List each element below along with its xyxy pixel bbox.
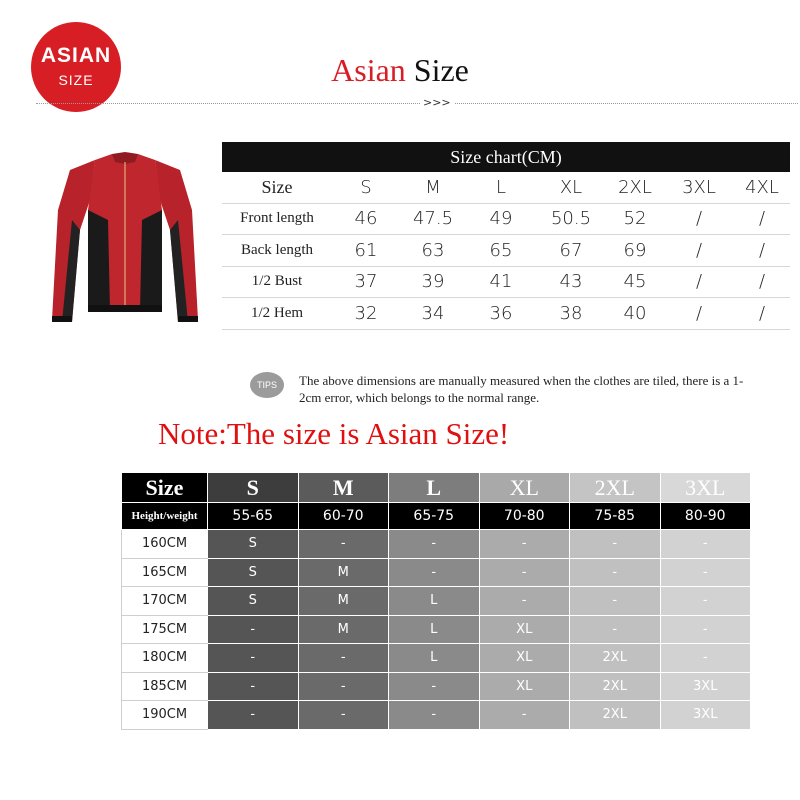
- column-header: 4XL: [745, 176, 779, 198]
- column-header: 2XL: [570, 473, 661, 503]
- badge-line1: ASIAN: [40, 44, 112, 67]
- column-header: Height/weight: [122, 503, 208, 530]
- table-cell: M: [298, 558, 389, 587]
- table-cell: 36: [489, 302, 513, 324]
- table-row: [122, 644, 751, 673]
- table-cell: -: [298, 672, 389, 701]
- weight-range: 60-70: [298, 503, 389, 530]
- column-header: S: [208, 473, 299, 503]
- table-cell: 49: [489, 208, 513, 230]
- table-row: [122, 587, 751, 616]
- badge-line2: SIZE: [58, 72, 94, 88]
- table-cell: 3XL: [660, 672, 751, 701]
- table-cell: -: [479, 530, 570, 559]
- table-cell: -: [660, 530, 751, 559]
- table-cell: 2XL: [570, 672, 661, 701]
- table-cell: S: [208, 530, 299, 559]
- weight-range: 55-65: [208, 503, 299, 530]
- column-header: S: [360, 176, 372, 198]
- table-cell: -: [298, 644, 389, 673]
- table-cell: /: [695, 239, 703, 261]
- table-cell: 43: [559, 271, 583, 293]
- row-label: 1/2 Hem: [250, 304, 304, 321]
- weight-range: 75-85: [570, 503, 661, 530]
- table-cell: 52: [623, 208, 647, 230]
- table-cell: XL: [479, 644, 570, 673]
- table-cell: -: [389, 672, 480, 701]
- table-cell: -: [570, 530, 661, 559]
- table-row: [122, 558, 751, 587]
- table-cell: -: [389, 701, 480, 730]
- table-row: [122, 615, 751, 644]
- table-cell: 47.5: [412, 208, 454, 230]
- table-cell: -: [479, 587, 570, 616]
- table-cell: 32: [354, 302, 378, 324]
- table-cell: /: [758, 302, 766, 324]
- weight-range: 65-75: [389, 503, 480, 530]
- column-header: XL: [479, 473, 570, 503]
- table-cell: L: [389, 644, 480, 673]
- table-cell: S: [208, 558, 299, 587]
- table-cell: /: [695, 271, 703, 293]
- table-row: [222, 267, 790, 299]
- size-chart-title: Size chart(CM): [222, 142, 790, 172]
- title-red: Asian: [331, 52, 406, 88]
- table-cell: M: [298, 587, 389, 616]
- table-cell: -: [298, 701, 389, 730]
- tips-icon: TIPS: [250, 372, 284, 398]
- row-label: 180CM: [122, 644, 208, 673]
- column-header: L: [389, 473, 480, 503]
- table-cell: -: [208, 701, 299, 730]
- table-cell: 37: [354, 271, 378, 293]
- table-cell: 67: [559, 239, 583, 261]
- table-cell: /: [695, 208, 703, 230]
- table-cell: L: [389, 587, 480, 616]
- table-cell: -: [570, 615, 661, 644]
- table-cell: 39: [421, 271, 445, 293]
- chevrons-icon: >>>: [420, 96, 454, 109]
- table-cell: /: [695, 302, 703, 324]
- table-row: [222, 235, 790, 267]
- table-row: [222, 298, 790, 330]
- table-cell: 61: [354, 239, 378, 261]
- table-header-row: [122, 473, 751, 503]
- column-header: Size: [261, 176, 293, 197]
- table-row: [122, 672, 751, 701]
- table-cell: 41: [489, 271, 513, 293]
- weight-range: 70-80: [479, 503, 570, 530]
- row-label: 190CM: [122, 701, 208, 730]
- table-cell: 38: [559, 302, 583, 324]
- table-cell: -: [208, 615, 299, 644]
- table-row: [122, 530, 751, 559]
- row-label: 185CM: [122, 672, 208, 701]
- column-header: 3XL: [682, 176, 716, 198]
- table-cell: 63: [421, 239, 445, 261]
- table-cell: -: [660, 558, 751, 587]
- size-chart-header-row: [222, 172, 790, 204]
- row-label: 165CM: [122, 558, 208, 587]
- table-cell: -: [570, 587, 661, 616]
- table-cell: XL: [479, 615, 570, 644]
- table-cell: -: [208, 644, 299, 673]
- table-cell: 2XL: [570, 701, 661, 730]
- table-cell: -: [660, 644, 751, 673]
- column-header: 2XL: [618, 176, 652, 198]
- table-cell: -: [208, 672, 299, 701]
- table-cell: -: [660, 615, 751, 644]
- asian-size-note: Note:The size is Asian Size!: [158, 416, 510, 451]
- table-row: [222, 204, 790, 236]
- table-cell: 34: [421, 302, 445, 324]
- height-weight-table: [121, 472, 751, 730]
- row-label: 170CM: [122, 587, 208, 616]
- size-chart: [222, 142, 790, 330]
- table-cell: 69: [623, 239, 647, 261]
- table-cell: S: [208, 587, 299, 616]
- table-cell: /: [758, 239, 766, 261]
- divider: [36, 103, 798, 104]
- table-row: [122, 701, 751, 730]
- column-header: M: [298, 473, 389, 503]
- row-label: Front length: [240, 210, 314, 227]
- row-label: 175CM: [122, 615, 208, 644]
- table-cell: XL: [479, 672, 570, 701]
- table-cell: 50.5: [550, 208, 592, 230]
- table-cell: -: [479, 701, 570, 730]
- weight-range: 80-90: [660, 503, 751, 530]
- tips-text: The above dimensions are manually measured when the clothes are tiled, there is a 1-2cm error, which belongs to the normal range.: [299, 373, 744, 405]
- jersey-image: [50, 150, 200, 330]
- table-cell: -: [389, 530, 480, 559]
- table-cell: /: [758, 208, 766, 230]
- row-label: 160CM: [122, 530, 208, 559]
- column-header: Size: [122, 473, 208, 503]
- table-subheader-row: [122, 503, 751, 530]
- table-cell: 3XL: [660, 701, 751, 730]
- column-header: XL: [559, 176, 583, 198]
- page-title: [0, 52, 800, 89]
- row-label: 1/2 Bust: [251, 273, 303, 290]
- table-cell: 46: [354, 208, 378, 230]
- table-cell: -: [660, 587, 751, 616]
- table-cell: 2XL: [570, 644, 661, 673]
- table-cell: -: [389, 558, 480, 587]
- column-header: 3XL: [660, 473, 751, 503]
- table-cell: -: [298, 530, 389, 559]
- column-header: L: [495, 176, 507, 198]
- table-cell: -: [570, 558, 661, 587]
- table-cell: 40: [623, 302, 647, 324]
- row-label: Back length: [240, 241, 314, 258]
- table-cell: L: [389, 615, 480, 644]
- table-cell: M: [298, 615, 389, 644]
- table-cell: /: [758, 271, 766, 293]
- table-cell: 65: [489, 239, 513, 261]
- table-cell: -: [479, 558, 570, 587]
- title-black: Size: [405, 52, 469, 88]
- table-cell: 45: [623, 271, 647, 293]
- column-header: M: [425, 176, 441, 198]
